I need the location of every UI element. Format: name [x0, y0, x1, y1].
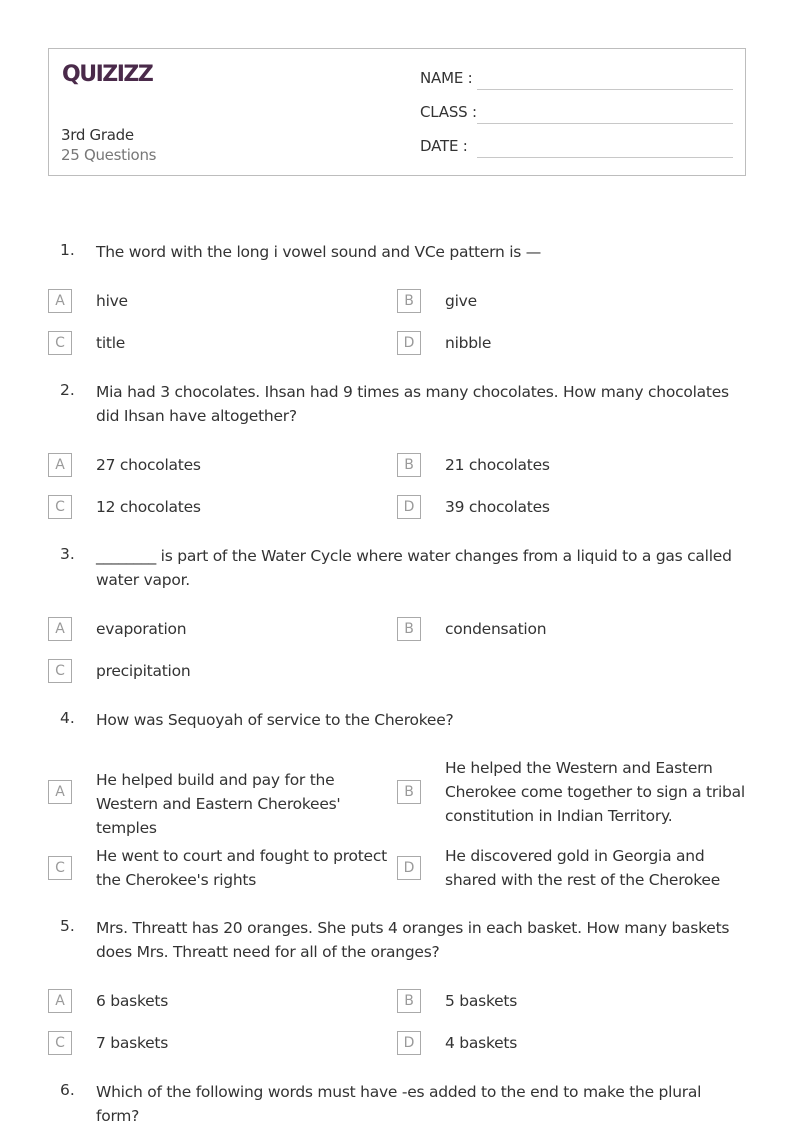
name-line[interactable] [477, 89, 733, 90]
option-text: hive [96, 292, 128, 310]
question-text: The word with the long i vowel sound and VCe pattern is — [96, 243, 542, 261]
option-letter-box[interactable]: C [48, 659, 72, 683]
option-letter-box[interactable]: B [397, 780, 421, 804]
svg-text:QUIZIZZ: QUIZIZZ [62, 62, 153, 87]
option-text: 27 chocolates [96, 456, 201, 474]
option-letter-box[interactable]: A [48, 289, 72, 313]
option-letter-box[interactable]: A [48, 453, 72, 477]
option-text: 39 chocolates [445, 498, 550, 516]
option-letter-box[interactable]: D [397, 1031, 421, 1055]
quizizz-logo [62, 59, 162, 87]
worksheet-header [48, 48, 746, 176]
date-line[interactable] [477, 157, 733, 158]
date-label: DATE : [420, 137, 468, 155]
question-text: Mia had 3 chocolates. Ihsan had 9 times as many chocolates. How many chocolates did Ihsan have altogether? [96, 383, 729, 425]
question-number: 3. [60, 545, 75, 563]
option-text: title [96, 334, 126, 352]
option-letter-box[interactable]: B [397, 289, 421, 313]
question-text: Which of the following words must have -es added to the end to make the plural form? [96, 1083, 702, 1123]
question-text: Mrs. Threatt has 20 oranges. She puts 4 oranges in each basket. How many baskets does Mrs. Threatt need for all of the oranges? [96, 919, 730, 961]
option-letter-box[interactable]: C [48, 495, 72, 519]
option-letter-box[interactable]: A [48, 989, 72, 1013]
question-count: 25 Questions [61, 146, 157, 164]
option-letter-box[interactable]: D [397, 495, 421, 519]
option-letter-box[interactable]: B [397, 617, 421, 641]
question-text: How was Sequoyah of service to the Cherokee? [96, 711, 454, 729]
option-text: condensation [445, 620, 547, 638]
question-number: 6. [60, 1081, 75, 1099]
question-number: 4. [60, 709, 75, 727]
option-letter-box[interactable]: D [397, 856, 421, 880]
option-text: He went to court and fought to protect the Cherokee's rights [96, 847, 387, 889]
option-text: He helped build and pay for the Western and Eastern Cherokees' temples [96, 771, 341, 837]
class-label: CLASS : [420, 103, 477, 121]
class-line[interactable] [477, 123, 733, 124]
option-text: nibble [445, 334, 492, 352]
option-letter-box[interactable]: C [48, 331, 72, 355]
option-text: 12 chocolates [96, 498, 201, 516]
option-text: evaporation [96, 620, 187, 638]
option-letter-box[interactable]: A [48, 780, 72, 804]
grade-label: 3rd Grade [61, 126, 134, 144]
option-letter-box[interactable]: B [397, 453, 421, 477]
option-text: 7 baskets [96, 1034, 169, 1052]
question-number: 2. [60, 381, 75, 399]
option-letter-box[interactable]: C [48, 1031, 72, 1055]
option-text: 5 baskets [445, 992, 518, 1010]
option-letter-box[interactable]: D [397, 331, 421, 355]
option-text: 21 chocolates [445, 456, 550, 474]
option-text: 6 baskets [96, 992, 169, 1010]
option-letter-box[interactable]: A [48, 617, 72, 641]
question-text: ________ is part of the Water Cycle where water changes from a liquid to a gas called water vapor. [96, 547, 732, 589]
option-text: He helped the Western and Eastern Cherokee come together to sign a tribal constitution in Indian Territory. [445, 759, 745, 825]
option-text: 4 baskets [445, 1034, 518, 1052]
option-letter-box[interactable]: B [397, 989, 421, 1013]
question-number: 5. [60, 917, 75, 935]
option-text: He discovered gold in Georgia and shared with the rest of the Cherokee [445, 847, 720, 889]
option-text: give [445, 292, 477, 310]
option-text: precipitation [96, 662, 191, 680]
question-number: 1. [60, 241, 75, 259]
option-letter-box[interactable]: C [48, 856, 72, 880]
name-label: NAME : [420, 69, 473, 87]
